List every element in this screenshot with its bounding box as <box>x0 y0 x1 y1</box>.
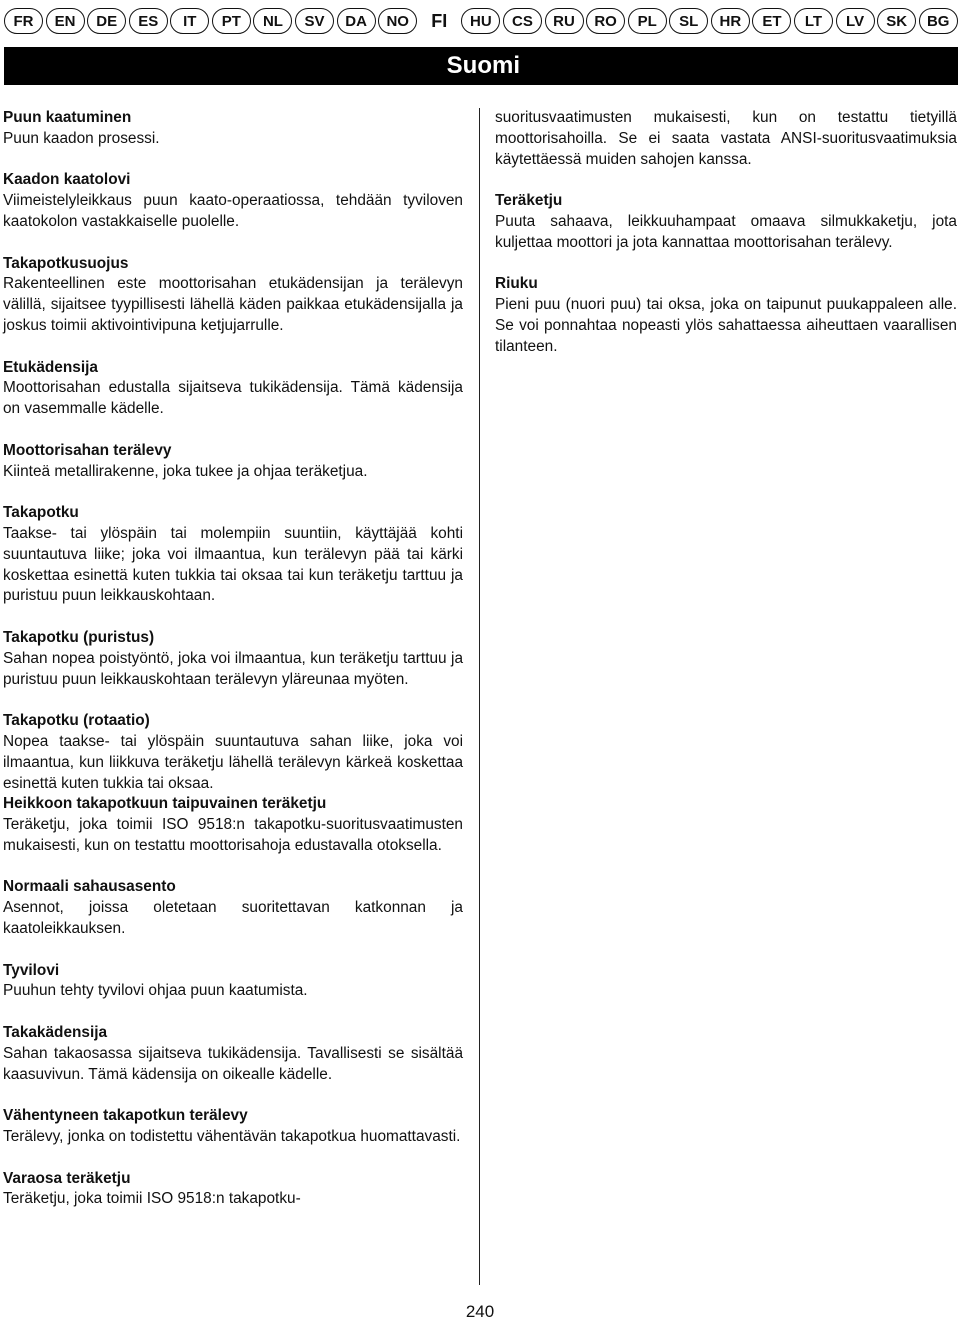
section-title-bar <box>4 47 958 85</box>
glossary-entry <box>3 628 463 690</box>
entry-term: Takakädensija <box>3 1024 108 1042</box>
language-tab-hu[interactable]: HU <box>461 8 500 34</box>
language-tab-bg[interactable]: BG <box>919 8 958 34</box>
entry-term: Riuku <box>495 275 538 293</box>
entry-term: Heikkoon takapotkuun taipuvainen teräketju <box>3 795 327 813</box>
glossary-entry <box>3 170 463 232</box>
entry-definition: Puun kaadon prosessi. <box>3 129 160 147</box>
continued-definition <box>495 108 957 170</box>
language-tab-sl[interactable]: SL <box>669 8 708 34</box>
glossary-entry <box>3 503 463 607</box>
language-tab-fr[interactable]: FR <box>4 8 43 34</box>
entry-term: Etukädensija <box>3 358 98 376</box>
entry-definition: Puuta sahaava, leikkuuhampaat omaava silmukkaketju, jota kuljettaa moottori ja jota kannattaa moottorisahan terälevy. <box>495 212 957 251</box>
language-tab-en[interactable]: EN <box>46 8 85 34</box>
entry-term: Varaosa teräketju <box>3 1169 131 1187</box>
entry-term: Puun kaatuminen <box>3 109 132 126</box>
glossary-entry <box>3 108 463 150</box>
entry-definition: Viimeistelyleikkaus puun kaato-operaatiossa, tehdään tyviloven kaatokolon vastakkaiselle puolelle. <box>3 192 463 230</box>
glossary-entry <box>495 191 957 253</box>
language-tab-cs[interactable]: CS <box>503 8 542 34</box>
section-title: Suomi <box>446 52 520 79</box>
glossary-entry <box>3 358 463 420</box>
entry-definition: Moottorisahan edustalla sijaitseva tukikädensija. Tämä kädensija on vasemmalle kädelle. <box>3 379 463 418</box>
entry-definition: Taakse- tai ylöspäin tai molempiin suuntiin, käyttäjää kohti suuntautuva liike; joka voi ilmaantua, kun terälevyn pää tai kärki koskettaa esinettä kuten tukkia tai oksaa tai kun teräketju tarttuu ja puristuu puun leikkauskohtaan. <box>3 524 463 605</box>
entry-definition: suoritusvaatimusten mukaisesti, kun on testattu tietyillä moottorisahoilla. Se ei saata vastata ANSI-suoritusvaatimuksia käytettäessä muiden sahojen kanssa. <box>495 109 957 168</box>
column-divider <box>479 108 480 1285</box>
language-tab-da[interactable]: DA <box>337 8 376 34</box>
glossary-entry <box>495 274 957 357</box>
language-tab-es[interactable]: ES <box>129 8 168 34</box>
entry-definition: Rakenteellinen este moottorisahan etukädensijan ja terälevyn välillä, sijaitsee tyypillisesti lähellä käden paikkaa etukädensijalla ja joskus toimii aktivointivipuna ketjujarrulle. <box>3 275 463 334</box>
entry-definition: Nopea taakse- tai ylöspäin suuntautuva sahan liike, joka voi ilmaantua, kun liikkuva teräketju lähellä terälevyn kärkeä koskettaa esinettä kuten tukkia tai oksaa. <box>3 732 463 792</box>
language-tab-pl[interactable]: PL <box>628 8 667 34</box>
language-tab-nl[interactable]: NL <box>253 8 292 34</box>
entry-term: Takapotku (rotaatio) <box>3 712 150 730</box>
language-tab-it[interactable]: IT <box>170 8 209 34</box>
language-tab-pt[interactable]: PT <box>212 8 251 34</box>
entry-definition: Asennot, joissa oletetaan suoritettavan katkonnan ja kaatoleikkauksen. <box>3 899 463 938</box>
entry-term: Moottorisahan terälevy <box>3 441 172 459</box>
entry-definition: Puuhun tehty tyvilovi ohjaa puun kaatumista. <box>3 982 308 1000</box>
glossary-entry <box>3 711 463 794</box>
glossary-entry <box>3 877 463 939</box>
entry-term: Vähentyneen takapotkun terälevy <box>3 1107 248 1125</box>
glossary-entry <box>3 1106 463 1148</box>
entry-definition: Kiinteä metallirakenne, joka tukee ja ohjaa teräketjua. <box>3 462 368 480</box>
right-entries <box>495 191 957 357</box>
glossary-entry <box>3 441 463 483</box>
language-tab-hr[interactable]: HR <box>711 8 750 34</box>
glossary-entry <box>3 794 463 856</box>
left-column <box>3 108 463 1231</box>
language-tab-ru[interactable]: RU <box>545 8 584 34</box>
glossary-entry <box>3 254 463 337</box>
entry-definition: Terälevy, jonka on todistettu vähentävän takapotkua huomattavasti. <box>3 1128 461 1146</box>
glossary-entry <box>3 961 463 1003</box>
language-tab-et[interactable]: ET <box>752 8 791 34</box>
entry-term: Teräketju <box>495 192 563 210</box>
glossary-entry <box>3 1169 463 1211</box>
entry-term: Kaadon kaatolovi <box>3 171 131 189</box>
language-tab-no[interactable]: NO <box>378 8 417 34</box>
language-tab-lv[interactable]: LV <box>836 8 875 34</box>
entry-definition: Sahan takaosassa sijaitseva tukikädensija. Tavallisesti se sisältää kaasuvivun. Tämä kädensija on oikealle kädelle. <box>3 1044 463 1083</box>
language-tab-fi[interactable]: FI <box>420 8 459 34</box>
entry-term: Normaali sahausasento <box>3 878 176 896</box>
entry-definition: Sahan nopea poistyöntö, joka voi ilmaantua, kun teräketju tarttuu ja puristuu puun leikkauskohtaan terälevyn yläreunaa myöten. <box>3 649 463 688</box>
language-selector <box>4 7 958 35</box>
language-tab-sv[interactable]: SV <box>295 8 334 34</box>
right-column <box>495 108 957 378</box>
language-tab-lt[interactable]: LT <box>794 8 833 34</box>
page-number: 240 <box>465 1302 495 1321</box>
entry-definition: Pieni puu (nuori puu) tai oksa, joka on taipunut puukappaleen alle. Se voi ponnahtaa nopeasti ylös sahattaessa aiheuttaen vaarallisen tilanteen. <box>495 296 957 355</box>
entry-term: Tyvilovi <box>3 961 60 979</box>
language-tab-de[interactable]: DE <box>87 8 126 34</box>
glossary-entry <box>3 1023 463 1085</box>
language-tab-ro[interactable]: RO <box>586 8 625 34</box>
entry-term: Takapotkusuojus <box>3 254 129 272</box>
entry-definition: Teräketju, joka toimii ISO 9518:n takapotku- <box>3 1190 301 1208</box>
entry-definition: Teräketju, joka toimii ISO 9518:n takapotku-suoritusvaatimusten mukaisesti, kun on testattu moottorisahoja edustavalla otoksella. <box>3 816 463 854</box>
entry-term: Takapotku <box>3 504 79 522</box>
language-tab-sk[interactable]: SK <box>877 8 916 34</box>
entry-term: Takapotku (puristus) <box>3 628 155 646</box>
